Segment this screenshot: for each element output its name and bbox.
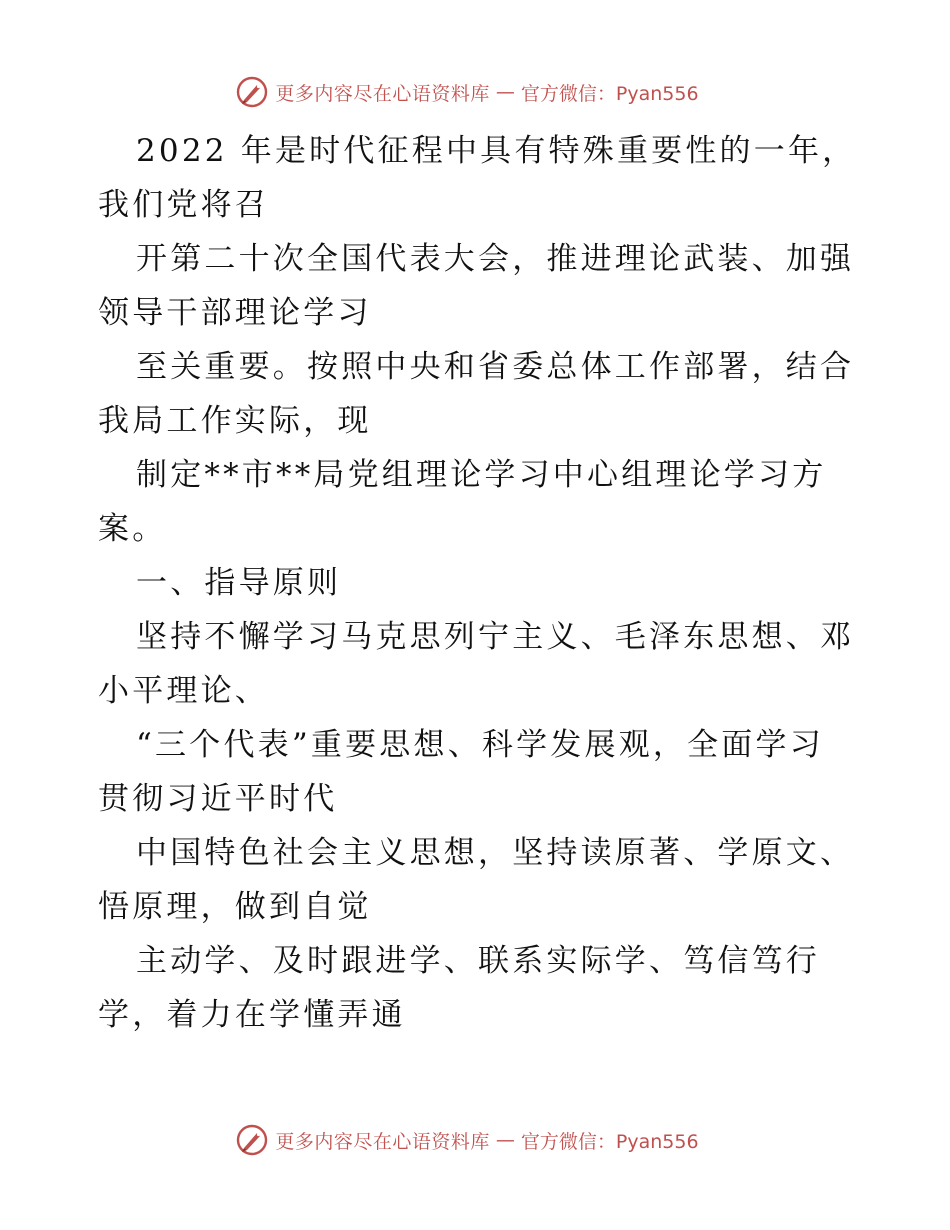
body-line: 中国特色社会主义思想，坚持读原著、学原文、 (136, 835, 855, 871)
body-line: 2022 年是时代征程中具有特殊重要性的一年， (136, 133, 857, 169)
body-line: 主动学、及时跟进学、联系实际学、笃信笃行 (136, 943, 820, 979)
body-line: 制定**市**局党组理论学习中心组理论学习方 (136, 457, 827, 493)
body-line: 案。 (98, 511, 167, 547)
section-heading: 一、指导原则 (136, 565, 342, 601)
body-line: 悟原理，做到自觉 (98, 889, 372, 925)
header-banner-content (235, 75, 698, 109)
header-contact: 官方微信：Pyan556 (520, 82, 699, 105)
body-line: 小平理论、 (98, 673, 269, 709)
footer-banner-text: 更多内容尽在心语资料库 (275, 1130, 490, 1153)
footer-banner-separator: — (495, 1129, 515, 1151)
body-line: 领导干部理论学习 (98, 295, 372, 331)
header-banner-separator: — (495, 81, 515, 103)
footer-banner-content (235, 1123, 698, 1157)
header-banner (0, 72, 950, 112)
document-body (98, 124, 858, 1042)
pen-logo-icon (235, 75, 269, 109)
body-line: 坚持不懈学习马克思列宁主义、毛泽东思想、邓 (136, 619, 855, 655)
footer-banner (0, 1120, 950, 1160)
pen-logo-icon (235, 1123, 269, 1157)
body-line: 至关重要。按照中央和省委总体工作部署，结合 (136, 349, 855, 385)
body-line: 贯彻习近平时代 (98, 781, 338, 817)
body-line: 我局工作实际，现 (98, 403, 372, 439)
body-line: 开第二十次全国代表大会，推进理论武装、加强 (136, 241, 855, 277)
header-banner-text: 更多内容尽在心语资料库 (275, 82, 490, 105)
body-line: 我们党将召 (98, 187, 269, 223)
footer-contact: 官方微信：Pyan556 (520, 1130, 699, 1153)
body-line: “三个代表”重要思想、科学发展观，全面学习 (136, 727, 824, 763)
body-line: 学，着力在学懂弄通 (98, 997, 406, 1033)
